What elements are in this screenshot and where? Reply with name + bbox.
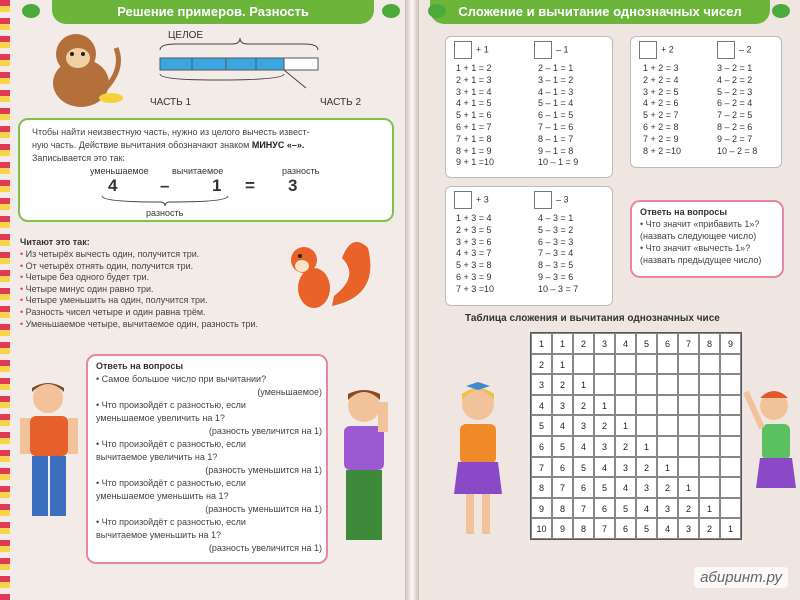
table-plus-minus-2 <box>630 36 782 168</box>
grid-cell: 2 <box>636 457 657 478</box>
right-questions-box <box>630 200 784 278</box>
equation: 6 – 3 = 3 <box>538 236 574 247</box>
answer-text: (назвать следующее число) <box>640 231 757 241</box>
grid-cell: 6 <box>552 457 573 478</box>
grid-cell <box>699 354 720 375</box>
grid-cell: 4 <box>531 395 552 416</box>
grid-cell <box>573 354 594 375</box>
blank-square <box>639 41 657 59</box>
grid-cell: 3 <box>678 518 699 539</box>
grid-cell: 1 <box>552 333 573 354</box>
girl-illustration <box>436 378 516 548</box>
grid-cell <box>678 395 699 416</box>
equation: 3 + 1 = 4 <box>456 86 492 97</box>
decorative-border <box>0 0 10 600</box>
equation: 7 + 2 = 9 <box>643 133 679 144</box>
addition-column <box>643 63 681 157</box>
addition-subtraction-grid <box>530 332 742 540</box>
grid-cell: 2 <box>699 518 720 539</box>
addition-column <box>456 213 494 296</box>
op-header: + 1 <box>476 44 489 55</box>
blank-square <box>534 41 552 59</box>
grid-cell: 4 <box>657 518 678 539</box>
answer-text: (разность увеличится на 1) <box>208 543 322 553</box>
difference-label: разность <box>282 166 320 176</box>
read-list-item: • Разность чисел четыре и один равна трём. <box>20 307 330 319</box>
answer-text: (назвать предыдущее число) <box>640 255 762 265</box>
grid-cell: 7 <box>678 333 699 354</box>
equation: 3 – 2 = 1 <box>717 63 753 73</box>
equation: 4 + 2 = 6 <box>643 98 679 109</box>
equation: 1 + 3 = 4 <box>456 213 492 223</box>
grid-cell: 6 <box>573 477 594 498</box>
whole-label: ЦЕЛОЕ <box>168 30 204 41</box>
grid-cell: 3 <box>594 436 615 457</box>
example-n2: 1 <box>212 176 222 195</box>
question-text: • Что произойдёт с разностью, если <box>96 517 246 527</box>
equation: 4 + 1 = 5 <box>456 98 492 109</box>
grid-cell: 4 <box>573 436 594 457</box>
grid-cell: 5 <box>636 518 657 539</box>
subtraction-column <box>538 63 578 169</box>
grid-cell: 4 <box>594 457 615 478</box>
grid-cell <box>615 395 636 416</box>
read-list-item: • Уменьшаемое четыре, вычитаемое один, разность три. <box>20 319 330 331</box>
grid-cell: 5 <box>636 333 657 354</box>
grid-cell <box>615 374 636 395</box>
grid-cell: 1 <box>636 436 657 457</box>
grid-cell <box>720 436 741 457</box>
equation: 8 – 3 = 5 <box>538 260 574 271</box>
question-text: • Что произойдёт с разностью, если <box>96 400 246 410</box>
equation: 8 – 2 = 6 <box>717 121 753 132</box>
grid-cell: 10 <box>531 518 552 539</box>
grid-cell: 4 <box>552 415 573 436</box>
equation: 5 + 2 = 7 <box>643 110 679 121</box>
equation: 3 – 1 = 2 <box>538 74 574 85</box>
grid-cell: 3 <box>531 374 552 395</box>
equation: 8 + 1 = 9 <box>456 145 492 156</box>
equation: 6 + 2 = 8 <box>643 121 679 132</box>
equation: 8 + 2 =10 <box>643 145 682 156</box>
book-spine <box>405 0 419 600</box>
question-text: уменьшаемое увеличить на 1? <box>96 413 225 423</box>
question-text: • Что произойдёт с разностью, если <box>96 439 246 449</box>
subtrahend-label: вычитаемое <box>172 166 224 176</box>
equation: 9 + 1 =10 <box>456 157 495 168</box>
answer-text: (разность увеличится на 1) <box>208 426 322 436</box>
equation: 2 + 2 = 4 <box>643 74 679 85</box>
grid-cell: 2 <box>594 415 615 436</box>
grid-cell: 9 <box>552 518 573 539</box>
grid-cell: 3 <box>594 333 615 354</box>
equation: 5 – 2 = 3 <box>717 86 753 97</box>
grid-cell <box>699 395 720 416</box>
waving-girl-illustration <box>742 378 800 528</box>
subtraction-column <box>717 63 757 157</box>
blank-square <box>454 41 472 59</box>
equation: 7 – 1 = 6 <box>538 121 574 132</box>
grid-cell <box>594 374 615 395</box>
rule-text <box>32 126 382 165</box>
grid-cell <box>594 354 615 375</box>
grid-cell: 9 <box>531 498 552 519</box>
grid-cell: 1 <box>657 457 678 478</box>
grid-cell: 1 <box>573 374 594 395</box>
grid-cell <box>615 354 636 375</box>
rule-line: Записывается это так: <box>32 153 125 163</box>
grid-cell <box>678 415 699 436</box>
grid-cell: 1 <box>699 498 720 519</box>
grid-cell: 9 <box>720 333 741 354</box>
grid-cell <box>720 477 741 498</box>
grid-cell <box>720 395 741 416</box>
grid-cell: 8 <box>573 518 594 539</box>
equation: 4 + 3 = 7 <box>456 248 492 259</box>
equation: 2 + 1 = 3 <box>456 74 492 85</box>
thinking-boy-illustration <box>330 384 400 554</box>
question-text: • Что произойдёт с разностью, если <box>96 478 246 488</box>
grid-cell: 2 <box>552 374 573 395</box>
questions-title: Ответь на вопросы <box>96 361 184 371</box>
left-questions-box <box>86 354 328 564</box>
grid-cell: 7 <box>573 498 594 519</box>
minus-word: МИНУС «–». <box>251 140 305 150</box>
bug-icon <box>772 4 790 18</box>
equation: 5 + 1 = 6 <box>456 110 492 121</box>
equation: 2 + 3 = 5 <box>456 224 492 235</box>
grid-cell: 5 <box>552 436 573 457</box>
question-text: • Что значит «прибавить 1»? <box>640 219 760 229</box>
equation: 8 – 1 = 7 <box>538 133 574 144</box>
op-header: – 3 <box>556 194 569 205</box>
equation: 6 + 1 = 7 <box>456 121 492 132</box>
equation: 10 – 1 = 9 <box>538 157 579 168</box>
equation: 6 – 1 = 5 <box>538 110 574 121</box>
boy-illustration <box>12 378 88 538</box>
grid-cell <box>699 436 720 457</box>
grid-cell <box>636 354 657 375</box>
op-header: – 1 <box>556 44 569 55</box>
grid-cell: 2 <box>678 498 699 519</box>
equation: 3 + 2 = 5 <box>643 86 679 97</box>
bug-icon <box>382 4 400 18</box>
grid-cell: 3 <box>636 477 657 498</box>
grid-cell: 1 <box>531 333 552 354</box>
op-header: + 2 <box>661 44 674 55</box>
equation: 6 – 2 = 4 <box>717 98 753 109</box>
op-header: – 2 <box>739 44 752 55</box>
question-text: вычитаемое увеличить на 1? <box>96 452 218 462</box>
grid-cell: 2 <box>573 395 594 416</box>
grid-cell: 3 <box>573 415 594 436</box>
rule-line-part: ную часть. Действие вычитания обозначают знаком <box>32 140 250 150</box>
left-page-title: Решение примеров. Разность <box>52 0 374 24</box>
questions-title: Ответь на вопросы <box>640 207 728 217</box>
example-n3: 3 <box>288 176 298 195</box>
equation: 4 – 1 = 3 <box>538 86 574 97</box>
grid-cell: 1 <box>594 395 615 416</box>
grid-cell: 2 <box>531 354 552 375</box>
example-op: – <box>160 176 170 195</box>
grid-cell <box>636 395 657 416</box>
example-eq: = <box>245 176 255 195</box>
equation: 7 + 3 =10 <box>456 283 495 294</box>
grid-cell: 2 <box>573 333 594 354</box>
rule-box <box>18 118 394 222</box>
difference-bottom-label: разность <box>146 208 184 218</box>
equation: 9 – 2 = 7 <box>717 133 753 144</box>
example-n1: 4 <box>108 176 118 195</box>
grid-cell: 8 <box>531 477 552 498</box>
equation: 5 – 3 = 2 <box>538 224 574 235</box>
equation: 6 + 3 = 9 <box>456 271 492 282</box>
bug-icon <box>22 4 40 18</box>
grid-cell: 6 <box>594 498 615 519</box>
grid-cell <box>699 457 720 478</box>
grid-cell <box>657 436 678 457</box>
grid-cell: 1 <box>615 415 636 436</box>
grid-cell: 5 <box>615 498 636 519</box>
question-text: • Самое большое число при вычитании? <box>96 374 267 384</box>
equation: 7 – 2 = 5 <box>717 110 753 121</box>
equation: 7 – 3 = 4 <box>538 248 574 259</box>
grid-cell <box>720 354 741 375</box>
grid-cell <box>678 354 699 375</box>
grid-cell <box>699 477 720 498</box>
grid-cell: 7 <box>594 518 615 539</box>
grid-cell: 8 <box>552 498 573 519</box>
op-header: + 3 <box>476 194 489 205</box>
blank-square <box>454 191 472 209</box>
equation: 5 + 3 = 8 <box>456 260 492 271</box>
watermark: абиринт.ру <box>694 567 788 588</box>
read-list-item: • От четырёх отнять один, получится три. <box>20 261 330 273</box>
grid-cell: 2 <box>615 436 636 457</box>
grid-cell <box>657 395 678 416</box>
grid-cell: 4 <box>636 498 657 519</box>
grid-cell: 3 <box>615 457 636 478</box>
monkey-illustration <box>36 28 126 112</box>
rule-line <box>32 139 382 152</box>
grid-cell <box>720 374 741 395</box>
read-list-item: • Четыре минус один равно три. <box>20 284 330 296</box>
equation: 9 – 1 = 8 <box>538 145 574 156</box>
question-text: вычитаемое уменьшить на 1? <box>96 530 221 540</box>
read-list-item: • Из четырёх вычесть один, получится три. <box>20 249 330 261</box>
table-plus-minus-1 <box>445 36 613 178</box>
grid-cell: 4 <box>615 333 636 354</box>
question-text: уменьшаемое уменьшить на 1? <box>96 491 229 501</box>
grid-cell: 7 <box>531 457 552 478</box>
grid-cell <box>699 374 720 395</box>
equation: 3 + 3 = 6 <box>456 236 492 247</box>
grid-cell: 7 <box>552 477 573 498</box>
addition-column <box>456 63 494 169</box>
answer-text: (разность уменьшится на 1) <box>205 504 322 514</box>
read-title: Читают это так: <box>20 237 90 247</box>
equation: 1 + 1 = 2 <box>456 63 492 73</box>
read-list-item: • Четыре без одного будет три. <box>20 272 330 284</box>
grid-cell <box>657 354 678 375</box>
rule-line: Чтобы найти неизвестную часть, нужно из целого вычесть извест- <box>32 127 310 137</box>
equation: 10 – 3 = 7 <box>538 283 579 294</box>
grid-cell <box>678 374 699 395</box>
grid-cell: 5 <box>531 415 552 436</box>
equation: 1 + 2 = 3 <box>643 63 679 73</box>
blank-square <box>534 191 552 209</box>
grid-cell <box>720 415 741 436</box>
blank-square <box>717 41 735 59</box>
squirrel-illustration <box>272 236 382 316</box>
answer-text: (уменьшаемое) <box>257 387 322 397</box>
grid-cell <box>720 457 741 478</box>
right-page-title: Сложение и вычитание однозначных чисел <box>430 0 770 24</box>
grid-cell: 1 <box>552 354 573 375</box>
grid-cell: 6 <box>615 518 636 539</box>
grid-cell <box>720 498 741 519</box>
grid-cell <box>678 457 699 478</box>
equation: 7 + 1 = 8 <box>456 133 492 144</box>
grid-cell: 8 <box>699 333 720 354</box>
bug-icon <box>428 4 446 18</box>
grid-cell: 3 <box>552 395 573 416</box>
grid-cell <box>657 374 678 395</box>
answer-text: (разность уменьшится на 1) <box>205 465 322 475</box>
table-plus-minus-3 <box>445 186 613 306</box>
grid-cell: 2 <box>657 477 678 498</box>
grid-cell <box>636 374 657 395</box>
read-list-item: • Четыре уменьшить на один, получится три. <box>20 295 330 307</box>
equation: 4 – 2 = 2 <box>717 74 753 85</box>
equation: 4 – 3 = 1 <box>538 213 574 223</box>
grid-cell: 6 <box>531 436 552 457</box>
part2-label: ЧАСТЬ 2 <box>320 97 362 108</box>
grid-cell: 5 <box>594 477 615 498</box>
minuend-label: уменьшаемое <box>90 166 149 176</box>
grid-cell <box>678 436 699 457</box>
equation: 10 – 2 = 8 <box>717 145 758 156</box>
grid-cell: 5 <box>573 457 594 478</box>
addition-table-title: Таблица сложения и вычитания однозначных чисе <box>465 313 720 324</box>
grid-cell <box>657 415 678 436</box>
question-text: • Что значит «вычесть 1»? <box>640 243 751 253</box>
grid-cell: 4 <box>615 477 636 498</box>
equation: 9 – 3 = 6 <box>538 271 574 282</box>
equation: 2 – 1 = 1 <box>538 63 574 73</box>
grid-cell: 3 <box>657 498 678 519</box>
grid-cell: 1 <box>720 518 741 539</box>
grid-cell <box>636 415 657 436</box>
grid-cell <box>699 415 720 436</box>
equation: 5 – 1 = 4 <box>538 98 574 109</box>
grid-cell: 6 <box>657 333 678 354</box>
subtraction-column <box>538 213 578 296</box>
grid-cell: 1 <box>678 477 699 498</box>
part1-label: ЧАСТЬ 1 <box>150 97 192 108</box>
